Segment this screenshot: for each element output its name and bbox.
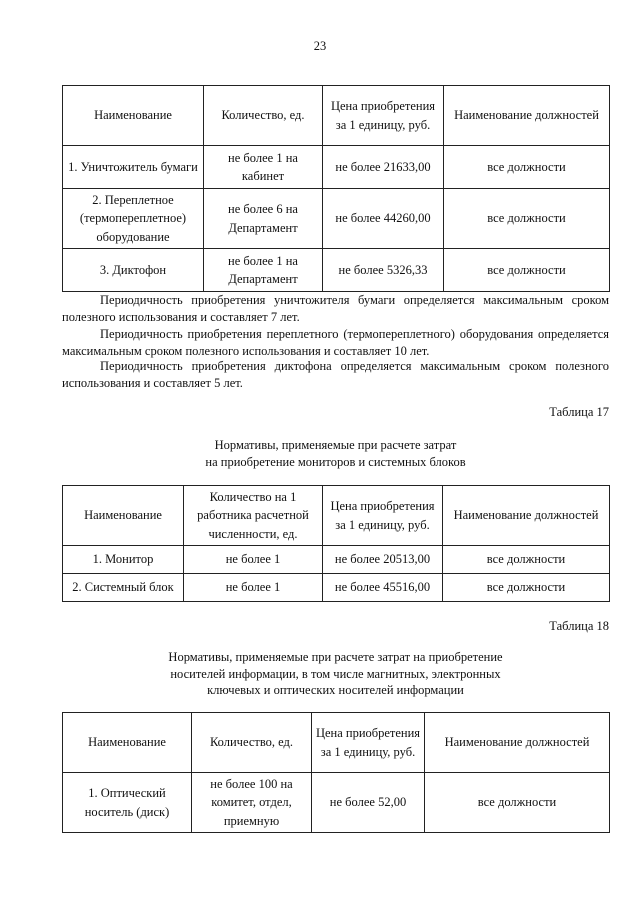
table-row [63,773,610,833]
table-cell: не более 100 на комитет, отдел, приемную [192,773,312,833]
table-cell: не более 1 на кабинет [204,146,323,189]
table-cell: все должности [443,574,610,602]
table-cell: не более 5326,33 [323,249,444,292]
table-cell: все должности [444,146,610,189]
table-row [63,249,610,292]
table-cell: 1. Оптический носитель (диск) [63,773,192,833]
table-cell: не более 1 на Департамент [204,249,323,292]
table-header-row [63,86,610,146]
table-18-label: Таблица 18 [549,619,609,633]
table-cell: 2. Системный блок [63,574,184,602]
table-row [63,146,610,189]
header-cell: Цена приобретения за 1 единицу, руб. [323,486,443,546]
header-cell: Количество на 1 работника расчетной численности, ед. [184,486,323,546]
header-cell: Цена приобретения за 1 единицу, руб. [312,713,425,773]
equipment-table [62,85,610,292]
table-17-label: Таблица 17 [549,405,609,419]
monitors-table [62,485,610,602]
table-18-caption: Нормативы, применяемые при расчете затрат на приобретение носителей информации, в том числе магнитных, электронных ключевых и оптических носителей информации [168,650,503,697]
table-row [63,574,610,602]
table-17-caption: Нормативы, применяемые при расчете затрат на приобретение мониторов и системных блоков [205,438,466,469]
header-cell: Наименование [63,713,192,773]
table-cell: 2. Переплетное (термопереплетное) оборудование [63,189,204,249]
table-cell: не более 20513,00 [323,546,443,574]
header-cell: Количество, ед. [204,86,323,146]
header-cell: Наименование [63,486,184,546]
table-cell: все должности [444,189,610,249]
table-cell: не более 45516,00 [323,574,443,602]
paragraph-shredder: Периодичность приобретения уничтожителя бумаги определяется максимальным сроком полезного использования и составляет 7 лет. [62,293,609,324]
page-number: 23 [313,39,327,53]
paragraph-recorder: Периодичность приобретения диктофона определяется максимальным сроком полезного использования и составляет 5 лет. [62,359,609,390]
table-header-row [63,713,610,773]
header-cell: Наименование должностей [444,86,610,146]
table-cell: все должности [444,249,610,292]
header-cell: Количество, ед. [192,713,312,773]
header-cell: Наименование [63,86,204,146]
header-cell: Наименование должностей [443,486,610,546]
storage-media-table [62,712,610,833]
table-cell: все должности [425,773,610,833]
table-cell: не более 21633,00 [323,146,444,189]
table-cell: не более 44260,00 [323,189,444,249]
table-cell: 1. Уничтожитель бумаги [63,146,204,189]
table-cell: 1. Монитор [63,546,184,574]
header-cell: Наименование должностей [425,713,610,773]
table-cell: 3. Диктофон [63,249,204,292]
header-cell: Цена приобретения за 1 единицу, руб. [323,86,444,146]
table-cell: не более 1 [184,546,323,574]
table-header-row [63,486,610,546]
table-cell: не более 52,00 [312,773,425,833]
table-cell: не более 1 [184,574,323,602]
table-row [63,189,610,249]
paragraph-binding: Периодичность приобретения переплетного (термопереплетного) оборудования определяется максимальным сроком полезного использования и составляет 10 лет. [62,327,609,358]
table-row [63,546,610,574]
table-cell: не более 6 на Департамент [204,189,323,249]
table-cell: все должности [443,546,610,574]
